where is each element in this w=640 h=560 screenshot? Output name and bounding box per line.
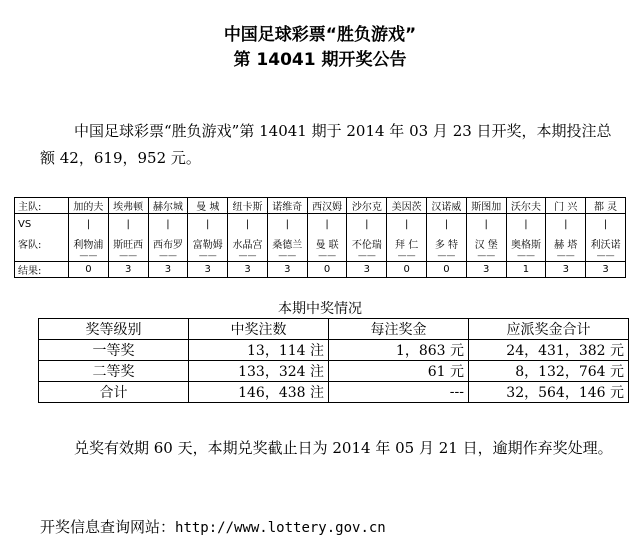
first-count: 13，114 注 [189,340,329,361]
home-team: 沃尔夫 [506,198,546,214]
vs-label: VS [15,214,69,237]
vs-mark: | [546,214,586,237]
match-result: 3 [267,262,307,278]
home-team: 汉诺威 [427,198,467,214]
home-team: 加的夫 [69,198,109,214]
dash-mark: —— [546,251,586,262]
home-team: 曼 城 [188,198,228,214]
dash-mark: —— [466,251,506,262]
match-result: 3 [466,262,506,278]
prize-row-total [39,382,629,403]
dash-mark: —— [307,251,347,262]
match-result: 0 [387,262,427,278]
away-team: 不伦瑞 [347,236,387,251]
match-result: 1 [506,262,546,278]
away-label: 客队: [15,236,69,251]
first-amount: 1，863 元 [329,340,469,361]
vs-mark: | [188,214,228,237]
home-team: 门 兴 [546,198,586,214]
away-team: 西布罗 [148,236,188,251]
prize-row-first [39,340,629,361]
away-team: 斯旺西 [108,236,148,251]
match-table [14,197,626,278]
home-team: 西汉姆 [307,198,347,214]
dash-mark: —— [69,251,109,262]
home-label: 主队: [15,198,69,214]
announcement-title: 中国足球彩票“胜负游戏” [223,25,417,45]
dash-row [15,251,626,262]
site-link[interactable]: http://www.lottery.gov.cn [175,520,386,536]
dash-mark: —— [427,251,467,262]
second-total: 8，132，764 元 [469,361,629,382]
total-count: 146，438 注 [189,382,329,403]
match-result: 3 [228,262,268,278]
match-result: 0 [427,262,467,278]
prize-header-row [39,319,629,340]
prize-section-title: 本期中奖情况 [278,301,362,317]
home-team: 都 灵 [586,198,626,214]
match-result: 3 [108,262,148,278]
vs-mark: | [586,214,626,237]
home-team: 美因茨 [387,198,427,214]
away-row [15,236,626,251]
dash-mark: —— [108,251,148,262]
home-team: 纽卡斯 [228,198,268,214]
second-amount: 61 元 [329,361,469,382]
dash-mark: —— [228,251,268,262]
second-count: 133，324 注 [189,361,329,382]
total-total: 32，564，146 元 [469,382,629,403]
vs-mark: | [427,214,467,237]
prize-row-second [39,361,629,382]
away-team: 奥格斯 [506,236,546,251]
home-team: 埃弗顿 [108,198,148,214]
dash-label [15,251,69,262]
query-site [40,516,386,537]
result-row [15,262,626,278]
dash-mark: —— [267,251,307,262]
away-team: 曼 联 [307,236,347,251]
first-level: 一等奖 [39,340,189,361]
announcement-subtitle: 第 14041 期开奖公告 [233,50,407,70]
first-total: 24，431，382 元 [469,340,629,361]
second-level: 二等奖 [39,361,189,382]
result-label: 结果: [15,262,69,278]
home-team: 沙尔克 [347,198,387,214]
away-team: 多 特 [427,236,467,251]
home-team: 诺维奇 [267,198,307,214]
dash-mark: —— [387,251,427,262]
notice-paragraph [40,435,620,462]
away-team: 富勒姆 [188,236,228,251]
total-amount: --- [329,382,469,403]
dash-mark: —— [347,251,387,262]
match-result: 3 [188,262,228,278]
vs-mark: | [148,214,188,237]
vs-row [15,214,626,237]
away-team: 利沃诺 [586,236,626,251]
site-label: 开奖信息查询网站： [40,518,176,536]
header-level: 奖等级别 [39,319,189,340]
home-team: 赫尔城 [148,198,188,214]
match-result: 0 [307,262,347,278]
intro-paragraph [40,118,620,172]
prize-table [38,318,629,403]
vs-mark: | [347,214,387,237]
vs-mark: | [506,214,546,237]
home-team: 斯图加 [466,198,506,214]
vs-mark: | [108,214,148,237]
away-team: 桑德兰 [267,236,307,251]
away-team: 拜 仁 [387,236,427,251]
vs-mark: | [307,214,347,237]
match-result: 3 [347,262,387,278]
away-team: 水晶宫 [228,236,268,251]
intro-text: 中国足球彩票“胜负游戏”第 14041 期于 2014 年 03 月 23 日开奖，本期投注总额 42，619，952 元。 [40,122,612,167]
dash-mark: —— [148,251,188,262]
header-total: 应派奖金合计 [469,319,629,340]
away-team: 汉 堡 [466,236,506,251]
match-result: 3 [148,262,188,278]
home-row [15,198,626,214]
match-result: 3 [546,262,586,278]
dash-mark: —— [188,251,228,262]
vs-mark: | [69,214,109,237]
away-team: 利物浦 [69,236,109,251]
header-count: 中奖注数 [189,319,329,340]
vs-mark: | [228,214,268,237]
notice-text: 兑奖有效期 60 天，本期兑奖截止日为 2014 年 05 月 21 日，逾期作弃奖处理。 [74,439,613,457]
dash-mark: —— [506,251,546,262]
away-team: 赫 塔 [546,236,586,251]
match-result: 3 [586,262,626,278]
vs-mark: | [466,214,506,237]
vs-mark: | [387,214,427,237]
header-amount: 每注奖金 [329,319,469,340]
dash-mark: —— [586,251,626,262]
total-level: 合计 [39,382,189,403]
match-result: 0 [69,262,109,278]
vs-mark: | [267,214,307,237]
